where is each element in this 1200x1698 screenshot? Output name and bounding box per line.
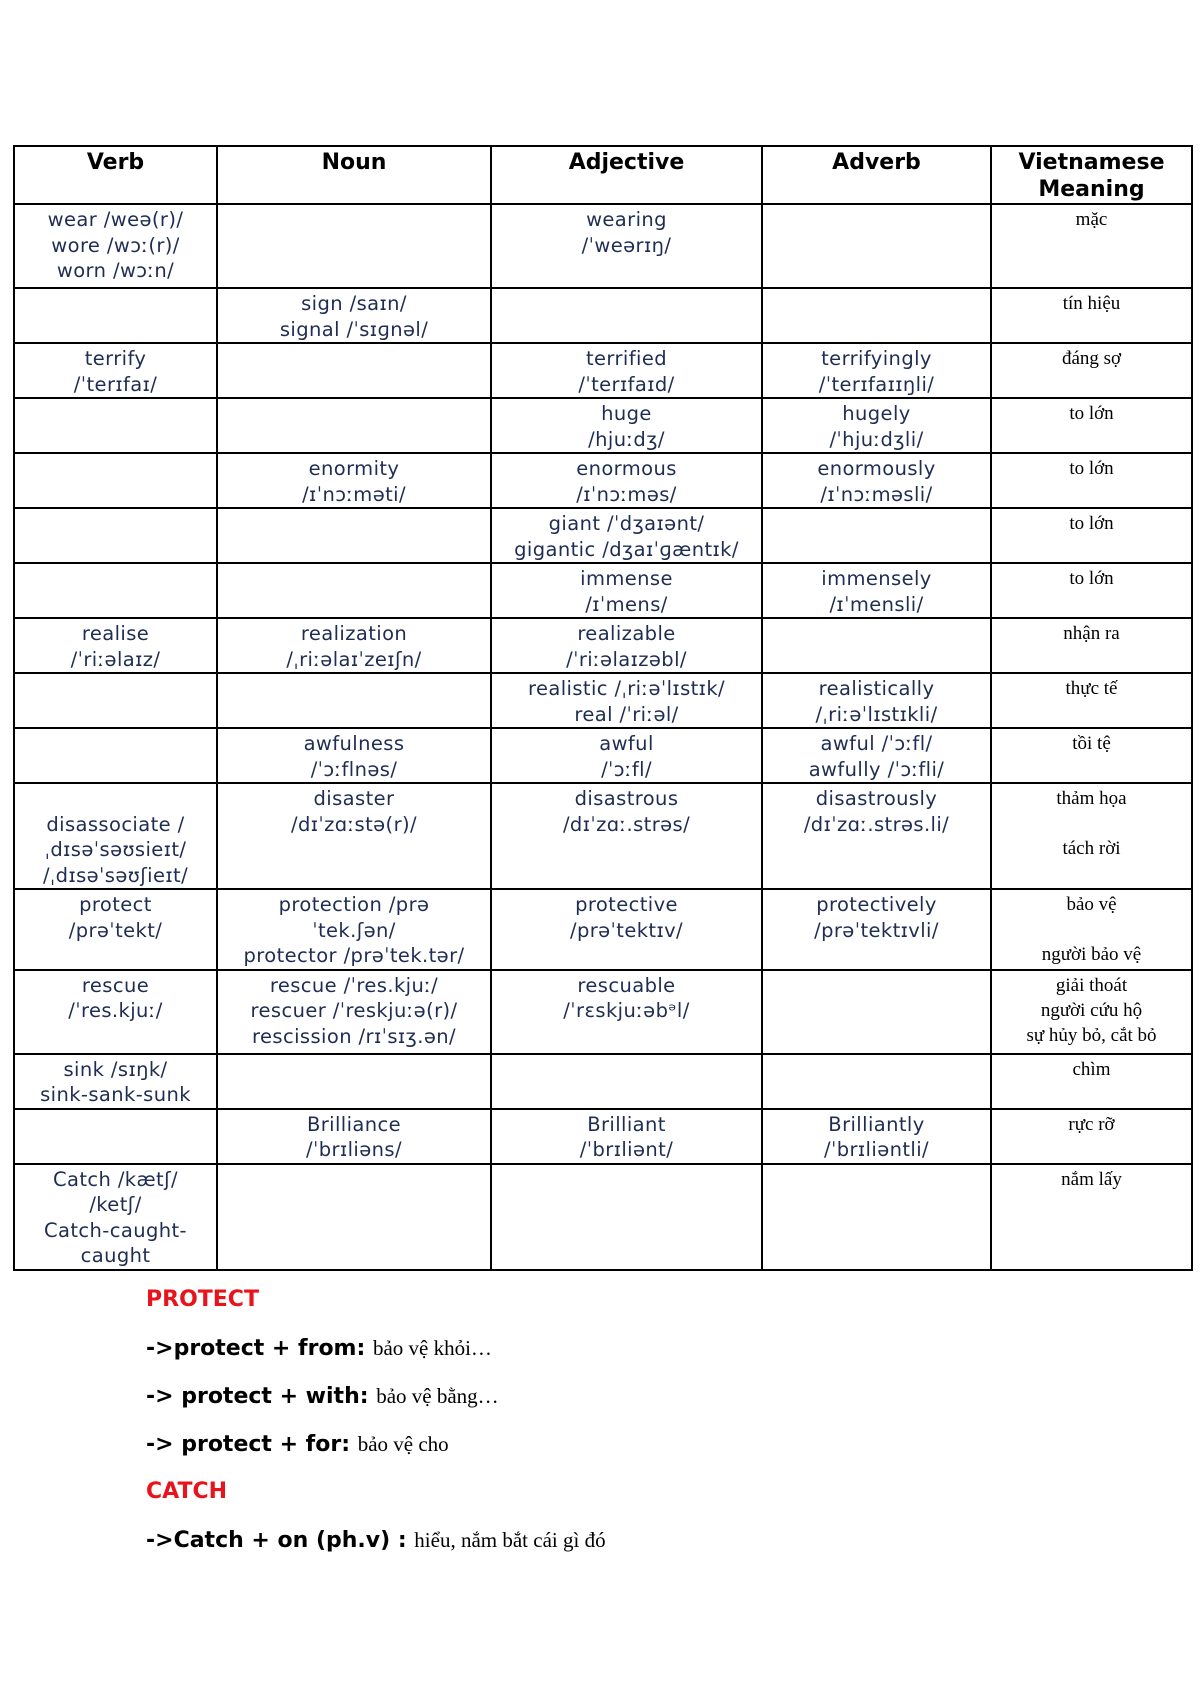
- verb-text: rescue: [81, 973, 150, 997]
- verb-cell: [14, 398, 217, 453]
- adverb-text: disastrously: [815, 787, 938, 810]
- adjective-text: gigantic /dʒaɪˈɡæntɪk/: [514, 537, 739, 561]
- noun-text: /ˈbrɪliəns/: [306, 1138, 402, 1161]
- meaning-text: to lớn: [1069, 403, 1114, 424]
- meaning-cell: [991, 673, 1192, 728]
- catch-heading: CATCH: [146, 1479, 228, 1504]
- meaning-text: người bảo vệ: [1041, 944, 1142, 965]
- adverb-text: Brilliantly: [828, 1112, 925, 1136]
- meaning-text: sự hủy bỏ, cắt bỏ: [1026, 1024, 1157, 1046]
- adjective-cell: [491, 1164, 762, 1270]
- verb-text: wore /wɔː(r)/: [51, 233, 180, 257]
- verb-cell: [14, 508, 217, 563]
- adjective-text: realizable: [577, 622, 676, 645]
- noun-cell: [217, 1164, 491, 1270]
- meaning-text: tách rời: [1062, 838, 1121, 859]
- meaning-text: thảm họa: [1056, 788, 1127, 809]
- noun-text: disaster: [313, 787, 395, 810]
- meaning-cell: [991, 728, 1192, 783]
- verb-text: Catch /kætʃ/: [52, 1167, 179, 1191]
- adverb-cell: [762, 563, 991, 618]
- noun-text: rescuer /ˈreskjuːə(r)/: [250, 999, 458, 1022]
- adjective-text: /ˈɔːfl/: [601, 757, 652, 781]
- table-row: [14, 728, 1192, 783]
- noun-cell: [217, 618, 491, 673]
- header-verb: Verb: [14, 146, 217, 204]
- meaning-text: [994, 811, 1189, 836]
- adjective-text: /prəˈtektɪv/: [569, 918, 684, 942]
- table-row: [14, 889, 1192, 970]
- meaning-cell: [991, 618, 1192, 673]
- verb-cell: [14, 1109, 217, 1164]
- meaning-text: đáng sợ: [1061, 348, 1122, 369]
- verb-text: /ˈriːəlaɪz/: [70, 647, 161, 671]
- meaning-text: thực tế: [1065, 678, 1118, 699]
- noun-text: sign /saɪn/: [301, 292, 407, 315]
- adverb-cell: [762, 288, 991, 343]
- meaning-text: mặc: [1075, 209, 1108, 230]
- adverb-text: /ɪˈmensli/: [829, 592, 924, 616]
- adjective-text: protective: [575, 893, 678, 916]
- meaning-cell: [991, 1164, 1192, 1270]
- adverb-cell: [762, 453, 991, 508]
- adverb-cell: [762, 728, 991, 783]
- adverb-text: /ˌriːəˈlɪstɪkli/: [815, 702, 938, 726]
- meaning-cell: [991, 508, 1192, 563]
- adverb-cell: [762, 673, 991, 728]
- usage-notes: [146, 1285, 1046, 1573]
- table-row: [14, 673, 1192, 728]
- adverb-cell: [762, 783, 991, 889]
- adjective-cell: [491, 673, 762, 728]
- verb-cell: [14, 889, 217, 970]
- adjective-cell: [491, 1109, 762, 1164]
- noun-cell: [217, 343, 491, 398]
- table-row: [14, 1054, 1192, 1109]
- adjective-cell: [491, 204, 762, 288]
- verb-cell: [14, 288, 217, 343]
- adverb-text: /ˈhjuːdʒli/: [829, 427, 924, 451]
- meaning-cell: [991, 398, 1192, 453]
- adjective-text: giant /ˈdʒaɪənt/: [548, 512, 705, 535]
- verb-cell: [14, 970, 217, 1054]
- meaning-text: người cứu hộ: [1040, 999, 1143, 1021]
- verb-text: disassociate /: [46, 812, 185, 836]
- verb-text: Catch-caught-: [44, 1218, 187, 1242]
- adjective-cell: [491, 288, 762, 343]
- noun-cell: [217, 508, 491, 563]
- adverb-text: protectively: [816, 893, 937, 916]
- meaning-cell: [991, 1109, 1192, 1164]
- meaning-text: tín hiệu: [1062, 293, 1121, 314]
- verb-text: sink /sɪŋk/: [63, 1057, 168, 1081]
- meaning-cell: [991, 453, 1192, 508]
- verb-cell: [14, 1164, 217, 1270]
- adverb-text: /ˈbrɪliəntli/: [823, 1138, 929, 1161]
- noun-text: realization: [300, 622, 408, 645]
- adjective-text: /ɪˈmens/: [585, 592, 668, 616]
- adjective-text: enormous: [576, 457, 677, 480]
- noun-text: protector /prəˈtek.tər/: [243, 944, 465, 967]
- noun-cell: [217, 728, 491, 783]
- adjective-cell: [491, 728, 762, 783]
- meaning-cell: [991, 889, 1192, 970]
- meaning-text: to lớn: [1069, 568, 1114, 589]
- meaning-cell: [991, 343, 1192, 398]
- meaning-text: rực rỡ: [1068, 1113, 1115, 1135]
- noun-cell: [217, 453, 491, 508]
- noun-cell: [217, 1109, 491, 1164]
- verb-text: /ˌdɪsəˈsəʊʃieɪt/: [42, 863, 189, 887]
- adverb-text: awfully /ˈɔːfli/: [808, 757, 945, 781]
- verb-cell: [14, 563, 217, 618]
- adjective-text: /ˈriːəlaɪzəbl/: [566, 647, 687, 671]
- adverb-text: /dɪˈzɑː.strəs.li/: [803, 812, 950, 836]
- verb-text: ˌdɪsəˈsəʊsieɪt/: [44, 838, 187, 861]
- meaning-text: nắm lấy: [1061, 1168, 1122, 1190]
- adverb-cell: [762, 204, 991, 288]
- adverb-text: /ɪˈnɔːməsli/: [820, 482, 933, 506]
- meaning-cell: [991, 970, 1192, 1054]
- protect-with-note: -> protect + with: bảo vệ bằng…: [146, 1384, 499, 1409]
- noun-cell: [217, 783, 491, 889]
- adjective-text: /ˈbrɪliənt/: [579, 1138, 674, 1161]
- meaning-cell: [991, 204, 1192, 288]
- meaning-cell: [991, 1054, 1192, 1109]
- adjective-cell: [491, 453, 762, 508]
- noun-cell: [217, 563, 491, 618]
- verb-text: caught: [80, 1244, 151, 1267]
- adjective-text: /hjuːdʒ/: [588, 427, 665, 451]
- adjective-text: huge: [601, 402, 652, 425]
- noun-text: Brilliance: [306, 1112, 402, 1136]
- adverb-cell: [762, 1054, 991, 1109]
- table-row: [14, 398, 1192, 453]
- adverb-cell: [762, 970, 991, 1054]
- verb-text: worn /wɔːn/: [56, 259, 175, 282]
- protect-from-note: ->protect + from: bảo vệ khỏi…: [146, 1336, 492, 1361]
- adjective-cell: [491, 1054, 762, 1109]
- verb-cell: [14, 453, 217, 508]
- noun-cell: [217, 398, 491, 453]
- adverb-cell: [762, 508, 991, 563]
- verb-text: /ketʃ/: [89, 1193, 142, 1216]
- adjective-text: disastrous: [574, 787, 679, 810]
- adjective-text: /ˈrɛskjuːəbᵊl/: [563, 999, 690, 1022]
- noun-text: enormity: [308, 457, 400, 480]
- table-row: [14, 563, 1192, 618]
- verb-text: /ˈterɪfaɪ/: [73, 372, 158, 396]
- adjective-text: /ɪˈnɔːməs/: [576, 482, 677, 506]
- table-row: [14, 508, 1192, 563]
- adverb-cell: [762, 889, 991, 970]
- word-family-table: [13, 145, 1193, 1271]
- meaning-text: nhận ra: [1063, 623, 1120, 644]
- table-row: [14, 1109, 1192, 1164]
- noun-text: protection /prə: [278, 893, 430, 916]
- adverb-cell: [762, 1164, 991, 1270]
- protect-for-note: -> protect + for: bảo vệ cho: [146, 1432, 449, 1457]
- noun-text: /ɪˈnɔːməti/: [302, 482, 406, 506]
- table-row: [14, 783, 1192, 889]
- meaning-text: to lớn: [1069, 458, 1114, 479]
- adjective-text: immense: [580, 567, 673, 590]
- adverb-cell: [762, 343, 991, 398]
- table-row: [14, 618, 1192, 673]
- header-adverb: Adverb: [762, 146, 991, 204]
- verb-cell: [14, 783, 217, 889]
- adjective-text: real /ˈriːəl/: [574, 702, 679, 726]
- verb-cell: [14, 1054, 217, 1109]
- adjective-cell: [491, 618, 762, 673]
- verb-text: wear /weə(r)/: [47, 208, 184, 231]
- header-row: [14, 146, 1192, 204]
- adjective-text: realistic /ˌriːəˈlɪstɪk/: [528, 677, 725, 700]
- adverb-text: awful /ˈɔːfl/: [820, 732, 933, 755]
- catch-on-note: ->Catch + on (ph.v) : hiểu, nắm bắt cái gì đó: [146, 1528, 606, 1553]
- adverb-cell: [762, 398, 991, 453]
- noun-text: signal /ˈsɪɡnəl/: [279, 317, 429, 341]
- adjective-cell: [491, 783, 762, 889]
- adjective-cell: [491, 889, 762, 970]
- adverb-text: enormously: [817, 457, 936, 480]
- noun-cell: [217, 970, 491, 1054]
- meaning-cell: [991, 288, 1192, 343]
- meaning-text: to lớn: [1069, 513, 1114, 534]
- adjective-cell: [491, 508, 762, 563]
- table-row: [14, 1164, 1192, 1270]
- meaning-text: [994, 917, 1189, 942]
- adjective-text: terrified: [585, 347, 667, 370]
- verb-text: /ˈres.kjuː/: [68, 999, 163, 1022]
- table-row: [14, 343, 1192, 398]
- adjective-cell: [491, 343, 762, 398]
- noun-text: /dɪˈzɑːstə(r)/: [291, 812, 417, 836]
- noun-text: /ˈɔːflnəs/: [310, 757, 398, 781]
- noun-cell: [217, 288, 491, 343]
- verb-text: /prəˈtekt/: [68, 918, 163, 942]
- adjective-cell: [491, 563, 762, 618]
- adjective-cell: [491, 970, 762, 1054]
- verb-text: [17, 786, 214, 812]
- noun-cell: [217, 1054, 491, 1109]
- table-row: [14, 453, 1192, 508]
- noun-text: /ˌriːəlaɪˈzeɪʃn/: [286, 647, 422, 671]
- adverb-text: /prəˈtektɪvli/: [814, 918, 939, 942]
- verb-text: realise: [81, 622, 150, 645]
- header-adjective: Adjective: [491, 146, 762, 204]
- adjective-text: awful: [599, 732, 654, 755]
- verb-cell: [14, 204, 217, 288]
- meaning-text: giải thoát: [1055, 974, 1128, 996]
- adverb-text: realistically: [818, 677, 935, 700]
- meaning-text: tồi tệ: [1072, 733, 1111, 754]
- noun-cell: [217, 889, 491, 970]
- verb-cell: [14, 728, 217, 783]
- adjective-text: /ˈweərɪŋ/: [581, 233, 672, 257]
- adjective-text: rescuable: [577, 973, 676, 997]
- table-header: [14, 146, 1192, 204]
- verb-cell: [14, 673, 217, 728]
- verb-text: protect: [79, 893, 152, 916]
- verb-text: sink-sank-sunk: [40, 1083, 191, 1106]
- meaning-text: bảo vệ: [1066, 894, 1117, 915]
- adjective-text: Brilliant: [587, 1112, 666, 1136]
- verb-cell: [14, 618, 217, 673]
- table-row: [14, 288, 1192, 343]
- table-body: [14, 204, 1192, 1270]
- adverb-text: /ˈterɪfaɪɪŋli/: [818, 372, 935, 396]
- verb-text: terrify: [84, 347, 147, 370]
- adverb-text: immensely: [821, 567, 932, 590]
- adverb-cell: [762, 618, 991, 673]
- table-row: [14, 204, 1192, 288]
- header-noun: Noun: [217, 146, 491, 204]
- header-vietnamese-meaning: Vietnamese Meaning: [991, 146, 1192, 204]
- adverb-text: terrifyingly: [821, 347, 932, 370]
- noun-text: awfulness: [303, 732, 405, 755]
- noun-cell: [217, 673, 491, 728]
- adjective-cell: [491, 398, 762, 453]
- table-row: [14, 970, 1192, 1054]
- adverb-cell: [762, 1109, 991, 1164]
- adjective-text: /dɪˈzɑː.strəs/: [562, 812, 691, 836]
- verb-cell: [14, 343, 217, 398]
- noun-text: rescission /rɪˈsɪʒ.ən/: [252, 1024, 456, 1048]
- adverb-text: hugely: [842, 402, 911, 425]
- protect-heading: PROTECT: [146, 1287, 259, 1312]
- meaning-text: chìm: [1072, 1058, 1111, 1080]
- adjective-text: wearing: [586, 208, 667, 231]
- adjective-text: /ˈterɪfaɪd/: [578, 372, 675, 396]
- noun-text: ˈtek.ʃən/: [312, 918, 396, 942]
- noun-text: rescue /ˈres.kjuː/: [269, 973, 439, 997]
- meaning-cell: [991, 563, 1192, 618]
- noun-cell: [217, 204, 491, 288]
- meaning-cell: [991, 783, 1192, 889]
